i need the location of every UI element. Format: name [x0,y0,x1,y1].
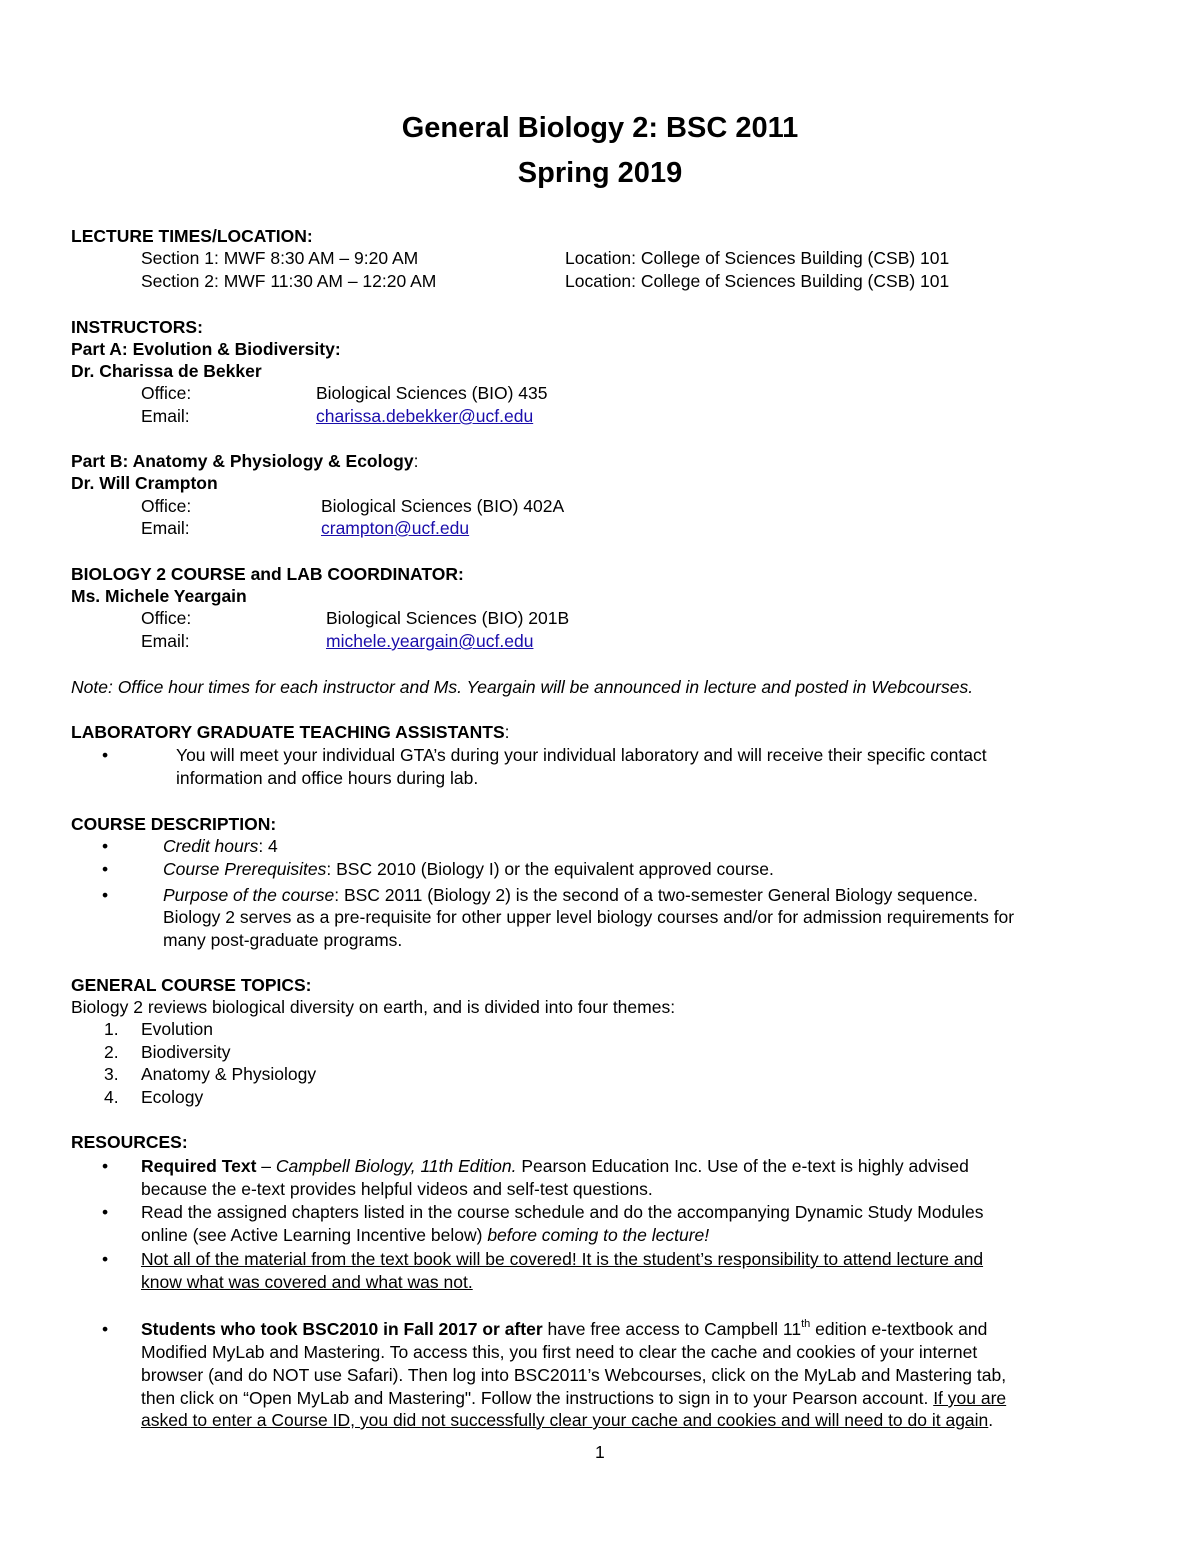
coverage-warning-line-1: Not all of the material from the text book will be covered! It is the student’s responsibility to attend lecture and [141,1249,984,1269]
course-purpose-line-2: Biology 2 serves as a pre-requisite for other upper level biology courses and/or for admission requirements for [163,907,1015,927]
required-text-line-2: because the e-text provides helpful videos and self-test questions. [141,1179,653,1199]
bullet-icon: • [102,859,109,879]
bullet-icon: • [102,1249,109,1269]
course-purpose-line-1: Purpose of the course: BSC 2011 (Biology 2) is the second of a two-semester General Biology sequence. [163,885,978,905]
part-b-office: Biological Sciences (BIO) 402A [321,496,565,516]
part-b-office-label: Office: [141,496,192,516]
resources-heading: RESOURCES: [71,1132,188,1152]
part-b-instructor-name: Dr. Will Crampton [71,473,218,493]
topic-item: Biodiversity [141,1042,231,1062]
section-1-location: Location: College of Sciences Building (CSB) 101 [565,248,950,268]
topic-number: 4. [104,1087,119,1107]
description-heading: COURSE DESCRIPTION: [71,814,277,834]
bullet-icon: • [102,1319,109,1339]
topic-item: Ecology [141,1087,204,1107]
reading-line-2: online (see Active Learning Incentive below) before coming to the lecture! [141,1225,710,1245]
topics-intro: Biology 2 reviews biological diversity on earth, and is divided into four themes: [71,997,676,1017]
part-a-office-label: Office: [141,383,192,403]
free-access-line-1: Students who took BSC2010 in Fall 2017 or after have free access to Campbell 11th edition e-textbook and [141,1318,988,1339]
topic-number: 2. [104,1042,119,1062]
document-subtitle: Spring 2019 [517,157,683,189]
coordinator-email-link[interactable]: michele.yeargain@ucf.edu [326,631,534,651]
section-1-time: Section 1: MWF 8:30 AM – 9:20 AM [141,248,419,268]
reading-line-1: Read the assigned chapters listed in the course schedule and do the accompanying Dynamic Study Modules [141,1202,984,1222]
part-a-email-link[interactable]: charissa.debekker@ucf.edu [316,406,534,426]
course-prerequisites: Course Prerequisites: BSC 2010 (Biology I) or the equivalent approved course. [163,859,774,879]
coordinator-name: Ms. Michele Yeargain [71,586,247,606]
part-a-instructor-name: Dr. Charissa de Bekker [71,361,262,381]
page-number: 1 [595,1442,605,1462]
office-hours-note: Note: Office hour times for each instructor and Ms. Yeargain will be announced in lecture and posted in Webcourses. [71,677,974,697]
part-a-heading: Part A: Evolution & Biodiversity: [71,339,341,359]
coordinator-heading: BIOLOGY 2 COURSE and LAB COORDINATOR: [71,564,464,584]
credit-hours: Credit hours: 4 [163,836,278,856]
gta-bullet-line-1: You will meet your individual GTA’s during your individual laboratory and will receive their specific contact [176,745,987,765]
part-b-email-label: Email: [141,518,190,538]
free-access-line-3: browser (and do NOT use Safari). Then log into BSC2011’s Webcourses, click on the MyLab and Mastering tab, [141,1365,1007,1385]
bullet-icon: • [102,885,109,905]
free-access-line-5: asked to enter a Course ID, you did not successfully clear your cache and cookies and will need to do it again. [141,1410,994,1430]
part-b-email-link[interactable]: crampton@ucf.edu [321,518,470,538]
section-2-time: Section 2: MWF 11:30 AM – 12:20 AM [141,271,437,291]
bullet-icon: • [102,1202,109,1222]
part-a-office: Biological Sciences (BIO) 435 [316,383,548,403]
bullet-icon: • [102,836,109,856]
coordinator-email-label: Email: [141,631,190,651]
bullet-icon: • [102,745,109,765]
section-2-location: Location: College of Sciences Building (CSB) 101 [565,271,950,291]
gta-heading: LABORATORY GRADUATE TEACHING ASSISTANTS: [71,722,510,742]
coordinator-office: Biological Sciences (BIO) 201B [326,608,570,628]
free-access-line-2: Modified MyLab and Mastering. To access this, you first need to clear the cache and cookies of your internet [141,1342,978,1362]
free-access-line-4: then click on “Open MyLab and Mastering". Follow the instructions to sign in to your Pearson account. If you are [141,1388,1007,1408]
topics-heading: GENERAL COURSE TOPICS: [71,975,312,995]
part-a-email-label: Email: [141,406,190,426]
lecture-heading: LECTURE TIMES/LOCATION: [71,226,313,246]
coverage-warning-line-2: know what was covered and what was not. [141,1272,473,1292]
document-title: General Biology 2: BSC 2011 [401,112,799,144]
topic-number: 1. [104,1019,119,1039]
bullet-icon: • [102,1156,109,1176]
required-text-line-1: Required Text – Campbell Biology, 11th Edition. Pearson Education Inc. Use of the e-text is highly advised [141,1156,969,1176]
gta-bullet-line-2: information and office hours during lab. [176,768,479,788]
instructors-heading: INSTRUCTORS: [71,317,203,337]
topic-number: 3. [104,1064,119,1084]
topic-item: Anatomy & Physiology [141,1064,317,1084]
part-b-heading: Part B: Anatomy & Physiology & Ecology: [71,451,419,471]
course-purpose-line-3: many post-graduate programs. [163,930,403,950]
coordinator-office-label: Office: [141,608,192,628]
topic-item: Evolution [141,1019,213,1039]
